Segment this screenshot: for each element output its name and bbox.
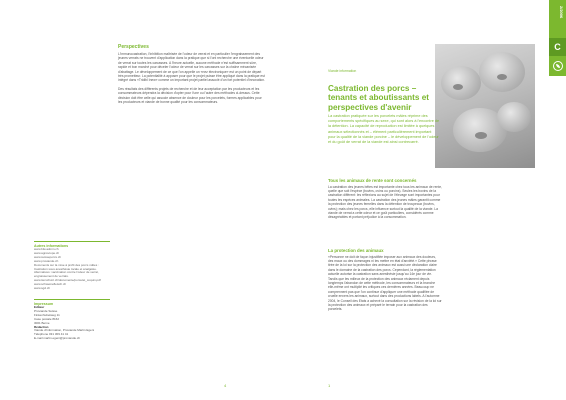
piglet-shape	[497, 102, 531, 132]
info-link[interactable]: www.tierschutz.ch/documente/porcelet_coquin.pdf	[34, 278, 101, 283]
section-all-animals	[328, 178, 442, 224]
info-link[interactable]: www.proviande.ch	[34, 258, 59, 263]
section-letter-tab	[549, 38, 566, 56]
piglet-shape	[441, 66, 481, 100]
imprint-line: Rédaction	[34, 324, 49, 329]
imprint-line: Viande d'information, Proviande Martin Egeni	[34, 328, 95, 333]
info-line: engraissement de verrats.	[34, 274, 69, 279]
article-title: Castration des porcs – tenants et aboutissants et perspectives d'avenir	[328, 84, 430, 112]
imprint-heading: Impressum	[34, 301, 54, 306]
section-heading: La protection des animaux	[328, 248, 384, 253]
perspectives-heading: Perspectives	[118, 44, 149, 50]
info-line-list	[34, 248, 110, 291]
info-box-heading: Autres informations	[34, 244, 69, 248]
imprint-line: Editeur	[34, 304, 45, 309]
perspectives-paragraph-1: L'immunocastration, l'inhibition maîtrisée de l'odeur de verrat et en particulier l'engraissement des jeunes verrats ne trouvent d'application dans la pratique que si l'ont recherche une éventuelle odeur de verrat sur toutes les carcasses. A l'heure actuelle, aucune méthode n'est suffisamment sûre, rapide et bon marché pour déceler l'odeur de verrat sur les carcasses sur la chaîne mécanisée d'abattage. Le développement de ce que l'on appelle un «nez électronique» est un point de départ très prometteur. La potentialité à apposer pour que le projet puisse être appliqué dans la pratique est intégré dans «Tridibl Inew» comme un important projet partiel associé d'un fort potentiel d'innovation.	[118, 52, 266, 83]
edition-tab	[549, 0, 566, 38]
imprint-line: Case postale 8162	[34, 316, 60, 321]
info-link[interactable]: www.schweinefleisch.ch	[34, 282, 67, 287]
section-text: La castration des jeunes bêtes est importante chez tous les animaux de rente, quelle que soit l'espèce (bovins, ovins ou porcins). Seules les bovins de la castration diffèrent: les réflexions au sujet de l'élevage sont importantes pour toutes les espèces animales. La castration des jeunes mâles garantit comme la protection des jeunes femelles dans la détention de troupeaux (bovins, ovins); mais chez les porcs, elle influence surtout la qualité de la viande. La viande de verrat a cette odeur et ce goût particuliers, considérés comme désagréables et portant préjudice à la consommation.	[328, 184, 442, 220]
leaf-circle-icon	[553, 61, 563, 71]
info-line: Alternatives: vaccination contre l'odeur de verrat,	[34, 270, 99, 275]
imprint-block	[34, 299, 110, 341]
info-box	[34, 241, 110, 341]
info-link[interactable]: www.blw.admin.ch	[34, 247, 59, 251]
right-page	[283, 0, 566, 400]
imprint-line: 3001 Berne	[34, 320, 50, 325]
snout-shape	[453, 84, 463, 90]
imprint-line: Proviande Suisse	[34, 308, 58, 313]
edition-year: 2/2006	[559, 6, 564, 19]
icon-tab	[549, 56, 566, 76]
perspectives-section	[118, 44, 266, 108]
piglet-shape	[479, 52, 525, 92]
section-text: «Personne ne doit de façon injustifiée imposer aux animaux des douleurs, des maux ou des dommages ni les mettre en état d'anxiété.» Cette phrase tirée de la loi sur la protection des animaux est aussi une déclaration claire dans le domaine de la castration des porcs. Cependant, la réglementation actuelle autorise la castration sans anesthésie jusqu'au 14e jour de vie. Tandis que les milieux de la protection des animaux réclament depuis longtemps l'abandon de cette méthode, les consommateurs et la branche elle-même ont multiplié les critiques ces dernières années. Beaucoup ne comprennent pas que l'on continue d'appliquer une méthode qualifiée de cruelle envers les animaux, surtout dans des productions labels. A l'automne 2004, le Conseil des Etats a achevé la consultation sur la révision de la loi sur la protection des animaux et préparé le terrain pour la castration des porcelets.	[328, 254, 442, 312]
info-link[interactable]: www.suisseporcs.ch	[34, 254, 62, 259]
imprint-email[interactable]: E-mail martin.egeni@proviande.ch	[34, 336, 81, 341]
perspectives-paragraph-2: Des résultats des différents projets de recherche et de leur acceptation par les producteurs et les consommateurs dépendra la décision d'opter pour l'une ou l'autre des méthodes ci-dessus. Cette décision doit être celle qui associe absence de douleur pour les porcelets, formes applicables pour les producteurs et viande de bonne qualité pour les consommateurs.	[118, 86, 262, 105]
page-number: 4	[224, 383, 227, 388]
info-link[interactable]: www.sgd.ch	[34, 286, 51, 291]
imprint-line: Finkenhubelweg 11	[34, 312, 60, 317]
section-animal-protection	[328, 248, 442, 316]
section-letter: C	[554, 42, 561, 52]
info-line: Castration sous anesthésie locale et analgésie.	[34, 266, 97, 271]
imprint-line: Téléphone 031 309 41 41	[34, 332, 69, 337]
page-number: 1	[328, 383, 331, 388]
piglets-photo	[435, 44, 535, 168]
article-lead: La castration pratiquée sur les porcelets mâles réprime des comportements spécifiques au sexe, qui sont alors à l'encontre de la détention. La capacité de reproduction est limitée à quelques animaux sélectionnés et – élément particulièrement important pour la qualité de la viande porcine – le développement de l'odeur et du goût de verrat de la viande est ainsi contrecarré.	[328, 114, 440, 145]
snout-shape	[475, 132, 487, 139]
article-kicker: Viande information	[328, 69, 357, 73]
info-line: Documents sur la mise à profit des porcs mâles :	[34, 262, 99, 267]
section-heading: Tous les animaux de rente sont concernés	[328, 178, 417, 183]
info-link[interactable]: www.agroscope.ch	[34, 250, 60, 255]
snout-shape	[497, 74, 507, 80]
